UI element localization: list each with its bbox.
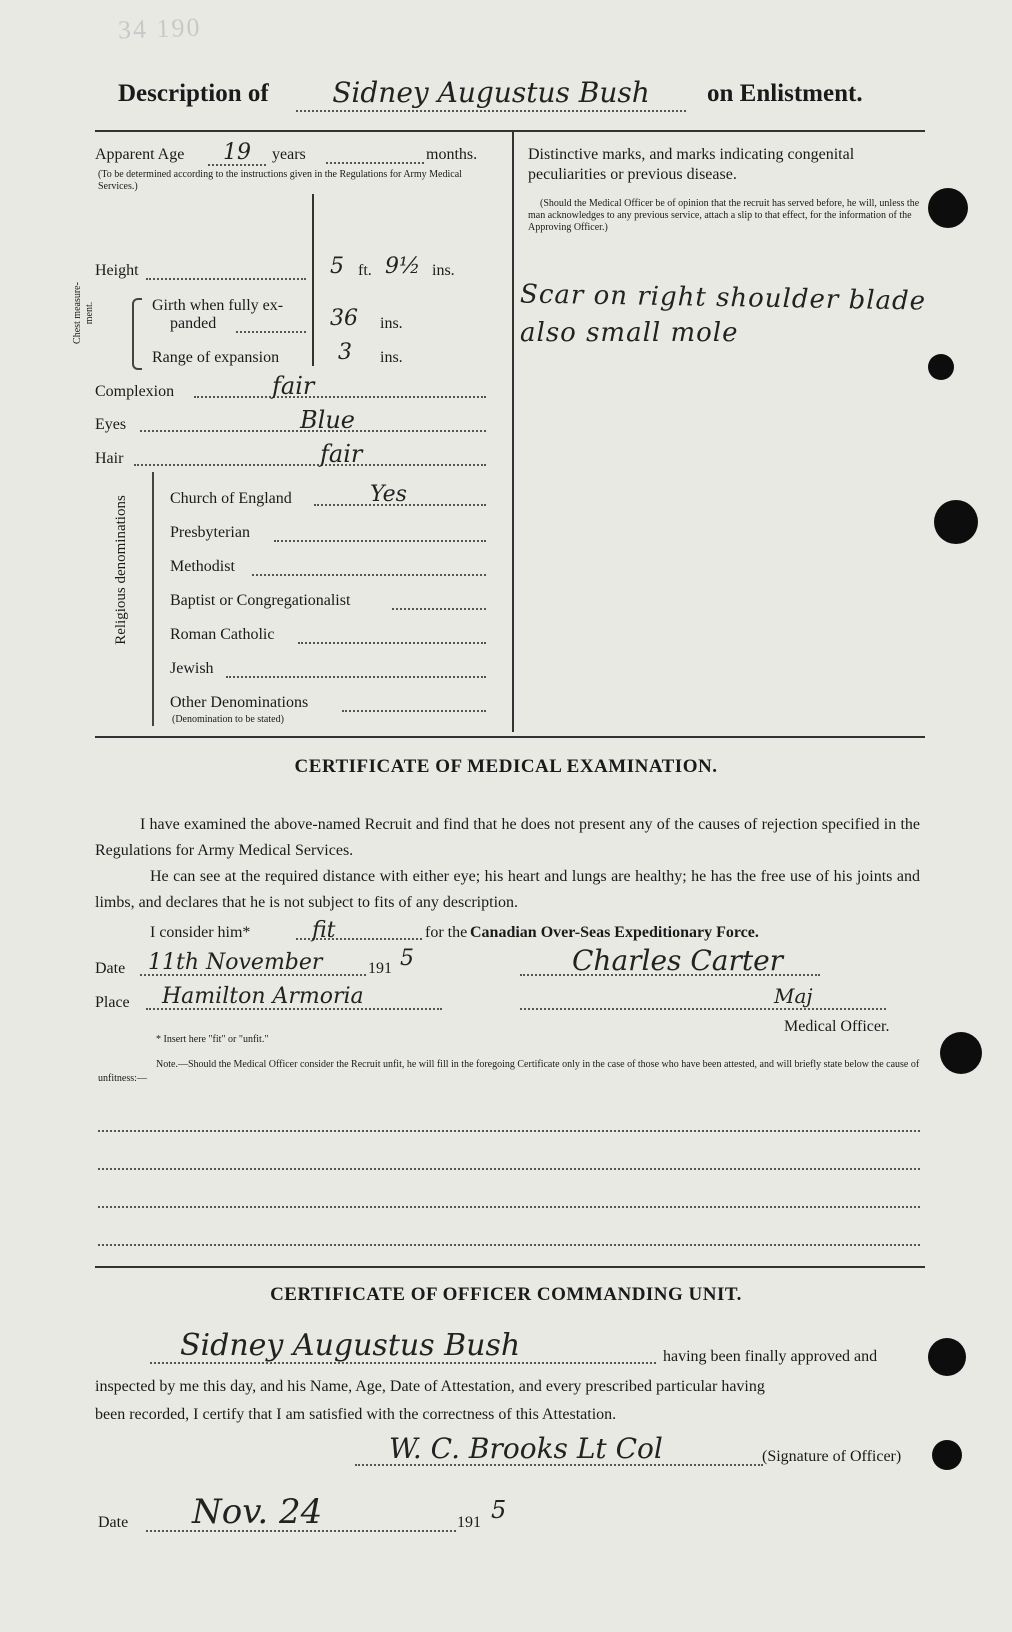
religion-value: [298, 626, 486, 644]
punch-hole: [934, 500, 978, 544]
age-note: (To be determined according to the instructions given in the Regulations for Army Medical Services.): [98, 169, 462, 192]
medical-officer-signature: Charles Carter: [520, 944, 820, 976]
middle-rule: [95, 736, 925, 738]
marks-heading-2: peculiarities or previous disease.: [528, 166, 737, 183]
religion-label: Roman Catholic: [170, 626, 275, 643]
eyes-value: Blue: [140, 406, 486, 432]
medical-cert-title: CERTIFICATE OF MEDICAL EXAMINATION.: [294, 756, 718, 777]
hair-label: Hair: [95, 450, 124, 467]
age-value: 19: [208, 140, 266, 166]
medical-year-value: 5: [400, 946, 414, 971]
faded-stamp: 34 190: [117, 12, 202, 45]
medical-date-value: 11th November: [140, 950, 366, 976]
fitness-value: fit: [296, 918, 422, 940]
girth-label-1: Girth when fully ex-: [152, 297, 284, 314]
complexion-label: Complexion: [95, 383, 175, 400]
height-ft-value: 5: [330, 254, 344, 279]
range-value: 3: [338, 340, 352, 365]
religion-label: Other Denominations: [170, 694, 309, 711]
place-label: Place: [95, 994, 130, 1011]
hair-value: fair: [134, 440, 486, 466]
insert-note: * Insert here "fit" or "unfit.": [156, 1034, 269, 1045]
years-label: years: [272, 146, 306, 163]
punch-hole: [928, 354, 954, 380]
officer-cert-title: CERTIFICATE OF OFFICER COMMANDING UNIT.: [270, 1284, 742, 1305]
religion-value: [392, 592, 486, 610]
chest-side-label: Chest measure-ment.: [72, 282, 95, 344]
officer-date-value: Nov. 24: [146, 1492, 456, 1532]
officer-year-prefix: 191: [457, 1514, 481, 1531]
header-name: Sidney Augustus Bush: [296, 76, 686, 112]
religion-label: Presbyterian: [170, 524, 250, 541]
months-label: months.: [426, 146, 478, 163]
girth-dots: [236, 315, 306, 333]
religion-label: Baptist or Congregationalist: [170, 592, 351, 609]
religion-value: [342, 694, 486, 712]
complexion-value: fair: [194, 372, 486, 398]
header-suffix: on Enlistment.: [707, 80, 863, 107]
medical-para-2: He can see at the required distance with either eye; his heart and lungs are healthy; he has the free use of his joints and limbs, and declares that he is not subject to fits of any description.: [95, 868, 920, 911]
other-denomination-note: (Denomination to be stated): [172, 714, 284, 725]
religion-value: [274, 524, 486, 542]
medical-year-prefix: 191: [368, 960, 392, 977]
height-in-label: ins.: [432, 262, 455, 279]
height-label: Height: [95, 262, 139, 279]
eyes-label: Eyes: [95, 416, 127, 433]
religion-side-label: Religious denominations: [113, 495, 129, 645]
commanding-officer-signature: W. C. Brooks Lt Col: [355, 1432, 763, 1466]
marks-heading-1: Distinctive marks, and marks indicating congenital: [528, 146, 855, 163]
chest-brace: [132, 298, 142, 370]
consider-prefix: I consider him*: [150, 924, 251, 941]
girth-value: 36: [330, 306, 358, 331]
officer-year-value: 5: [491, 1496, 507, 1524]
girth-unit: ins.: [380, 315, 403, 332]
punch-hole: [928, 1338, 966, 1376]
punch-hole: [928, 188, 968, 228]
religion-value: [252, 558, 486, 576]
unfit-line[interactable]: [98, 1118, 920, 1132]
unfit-note: Note.—Should the Medical Officer consider the Recruit unfit, he will fill in the foregoing Certificate only in the case of those who have been attested, and will briefly state below the cause of unfitness:—: [98, 1059, 920, 1084]
measure-divider: [312, 194, 314, 366]
punch-hole: [932, 1440, 962, 1470]
marks-line-2: also small mole: [520, 318, 739, 348]
punch-hole: [940, 1032, 982, 1074]
officer-date-label: Date: [98, 1514, 129, 1531]
consider-suffix: for the: [425, 924, 468, 941]
recruit-name: Sidney Augustus Bush: [150, 1328, 656, 1364]
range-unit: ins.: [380, 349, 403, 366]
medical-officer-rank: Maj: [520, 984, 886, 1010]
height-dots: [146, 262, 306, 280]
months-dots: [326, 146, 424, 164]
unfit-line[interactable]: [98, 1194, 920, 1208]
unfit-line[interactable]: [98, 1232, 920, 1246]
marks-line-1: Scar on right shoulder blade: [519, 279, 927, 317]
girth-label-2: panded: [170, 315, 217, 332]
header-prefix: Description of: [118, 80, 269, 107]
medical-para-1: I have examined the above-named Recruit and find that he does not present any of the causes of rejection specified in the Regulations for Army Medical Services.: [95, 816, 920, 859]
medical-date-label: Date: [95, 960, 126, 977]
range-label: Range of expansion: [152, 349, 280, 366]
medical-officer-label: Medical Officer.: [784, 1018, 890, 1035]
unfit-line[interactable]: [98, 1156, 920, 1170]
officer-line-2: inspected by me this day, and his Name, Age, Date of Attestation, and every prescribed particular having: [95, 1378, 765, 1395]
religion-label: Jewish: [170, 660, 214, 677]
religion-label: Methodist: [170, 558, 235, 575]
force-name: Canadian Over-Seas Expeditionary Force.: [470, 924, 759, 941]
place-value: Hamilton Armoria: [146, 984, 442, 1010]
religion-label: Church of England: [170, 490, 292, 507]
religion-value: Yes: [314, 482, 486, 506]
height-in-value: 9½: [385, 254, 421, 279]
religion-brace: [152, 472, 160, 726]
height-ft-label: ft.: [358, 262, 372, 279]
officer-line-1-suffix: having been finally approved and: [663, 1348, 878, 1365]
lower-rule: [95, 1266, 925, 1268]
age-label: Apparent Age: [95, 146, 185, 163]
column-divider: [512, 132, 514, 732]
religion-value: [226, 660, 486, 678]
signature-label: (Signature of Officer): [762, 1448, 902, 1465]
marks-note: (Should the Medical Officer be of opinion that the recruit has served before, he will, unless the man acknowledges to any previous service, attach a slip to that effect, for the information of the Approving Officer.): [528, 198, 920, 233]
top-rule: [95, 130, 925, 132]
officer-line-3: been recorded, I certify that I am satisfied with the correctness of this Attestation.: [95, 1406, 617, 1423]
